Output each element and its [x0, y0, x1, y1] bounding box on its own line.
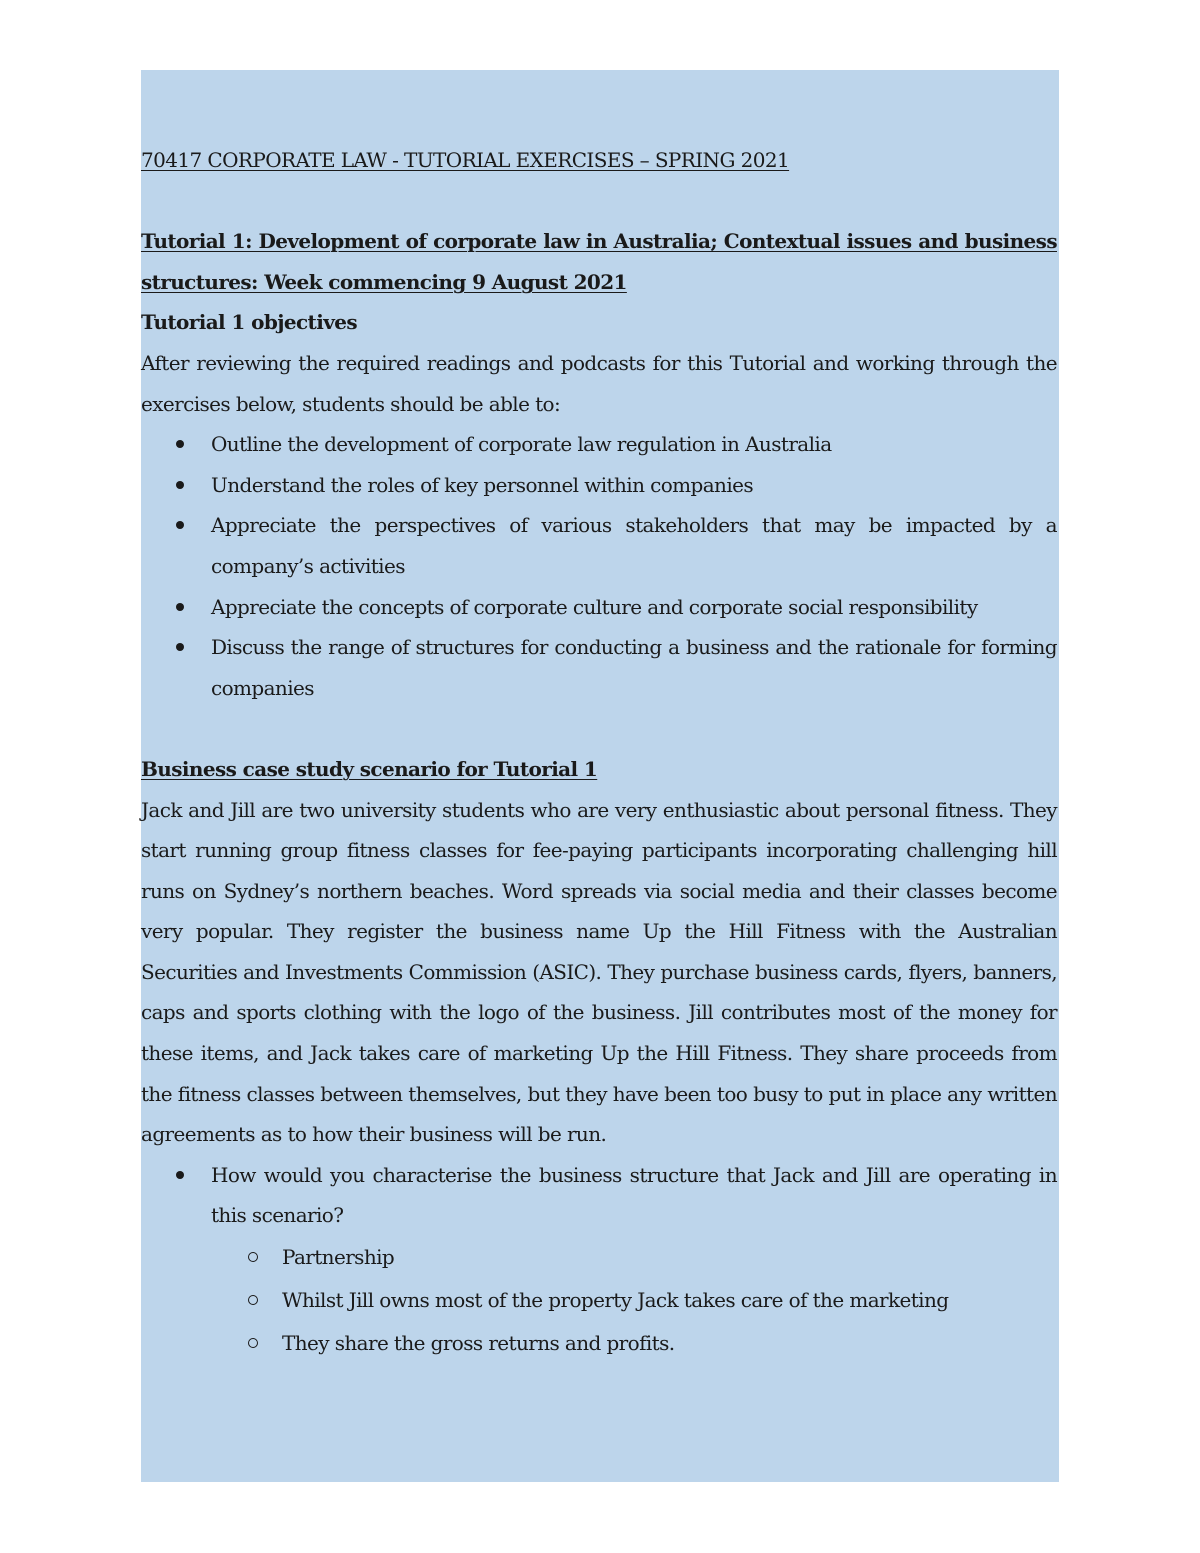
case-study-heading: Business case study scenario for Tutorial 1: [141, 756, 598, 781]
document-title: 70417 CORPORATE LAW - TUTORIAL EXERCISES – SPRING 2021: [141, 148, 790, 172]
question-item: [141, 1155, 1057, 1236]
answer-item: [141, 1322, 1057, 1365]
question-list: [141, 1155, 1057, 1236]
hollow-bullet-icon: [248, 1295, 258, 1305]
objective-item: [141, 424, 1057, 465]
bullet-icon: [176, 1171, 184, 1179]
tutorial-heading: Tutorial 1: Development of corporate law in Australia; Contextual issues and business structures: Week commencing 9 August 2021: [141, 229, 1057, 294]
answer-item: [141, 1236, 1057, 1279]
objectives-heading: Tutorial 1 objectives: [141, 310, 358, 335]
document-body: [141, 140, 1057, 1365]
objective-text: Understand the roles of key personnel within companies: [211, 472, 754, 497]
objective-text: Appreciate the perspectives of various stakeholders that may be impacted by a company’s activities: [211, 513, 1057, 578]
objectives-list: [141, 424, 1057, 708]
objective-item: [141, 505, 1057, 586]
bullet-icon: [176, 440, 184, 448]
question-text: How would you characterise the business structure that Jack and Jill are operating in this scenario?: [211, 1162, 1057, 1228]
answer-item: [141, 1279, 1057, 1322]
hollow-bullet-icon: [248, 1252, 258, 1262]
objective-text: Outline the development of corporate law regulation in Australia: [211, 432, 832, 457]
answer-text: Whilst Jill owns most of the property Jack takes care of the marketing: [282, 1288, 949, 1313]
objective-text: Appreciate the concepts of corporate culture and corporate social responsibility: [211, 594, 978, 619]
case-study-text: Jack and Jill are two university students who are very enthusiastic about personal fitness. They start running group fitness classes for fee-paying participants incorporating challenging hill runs on Sydney’s northern beaches. Word spreads via social media and their classes become very popular. They register the business name Up the Hill Fitness with the Australian Securities and Investments Commission (ASIC). They purchase business cards, flyers, banners, caps and sports clothing with the logo of the business. Jill contributes most of the money for these items, and Jack takes care of marketing Up the Hill Fitness. They share proceeds from the fitness classes between themselves, but they have been too busy to put in place any written agreements as to how their business will be run.: [141, 797, 1057, 1147]
bullet-icon: [176, 481, 184, 489]
bullet-icon: [176, 643, 184, 651]
hollow-bullet-icon: [248, 1338, 258, 1348]
answer-text: Partnership: [282, 1245, 395, 1270]
bullet-icon: [176, 603, 184, 611]
objective-item: [141, 587, 1057, 628]
objective-item: [141, 627, 1057, 708]
answer-list: [141, 1236, 1057, 1365]
bullet-icon: [176, 521, 184, 529]
blank-line: [141, 181, 1057, 222]
answer-text: They share the gross returns and profits.: [282, 1331, 675, 1356]
objective-text: Discuss the range of structures for conducting a business and the rationale for forming companies: [211, 635, 1057, 700]
blank-line: [141, 708, 1057, 749]
objectives-intro: After reviewing the required readings and podcasts for this Tutorial and working through the exercises below, students should be able to:: [141, 350, 1057, 416]
objective-item: [141, 465, 1057, 506]
